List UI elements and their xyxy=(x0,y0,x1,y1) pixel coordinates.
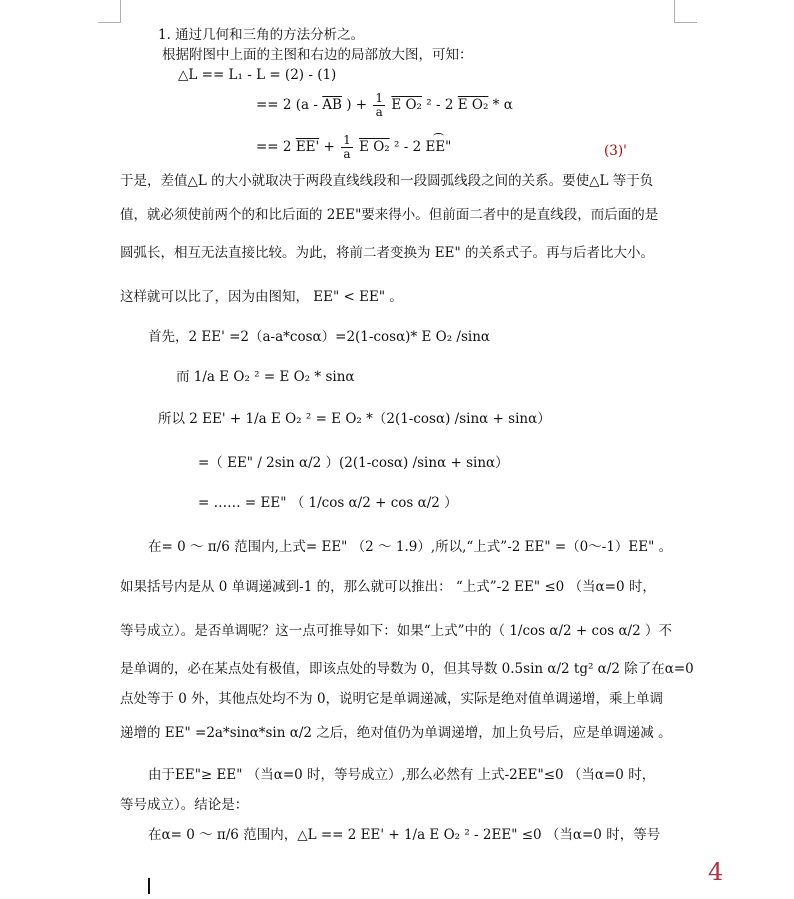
equation-1: △L == L₁ - L = (2) - (1) xyxy=(178,67,337,83)
text-cursor xyxy=(148,878,150,894)
eq3-arc: EE" xyxy=(425,139,452,155)
eq2-part-a: == 2 (a - xyxy=(256,97,318,113)
equation-2 xyxy=(256,92,513,119)
eq3-part-c: ² - 2 xyxy=(394,139,422,155)
eq2-frac-num: 1 xyxy=(375,91,384,105)
equation-3 xyxy=(256,134,451,161)
eq3-ee1: EE' xyxy=(295,139,320,155)
paragraph-2-line-6: 递增的 EE" =2a*sinα*sin α/2 之后，绝对值仍为单调递增，加上负号后，应是单调递减 。 xyxy=(120,725,672,741)
eq3-part-a: == 2 xyxy=(256,139,292,155)
eq2-eo-2: E O₂ xyxy=(457,97,489,113)
paragraph-3-line-2: 等号成立）。结论是： xyxy=(120,797,249,813)
paragraph-2-line-5: 点处等于 0 外，其他点处均不为 0，说明它是单调递减，实际是绝对值单调递增，乘上单调 xyxy=(120,691,664,707)
derivation-2: 而 1/a E O₂ ² = E O₂ * sinα xyxy=(176,369,355,385)
paragraph-1-line-2: 值，就必须使前两个的和比后面的 2EE"要来得小。但前面二者中的是直线段，而后面的是 xyxy=(120,207,659,223)
eq2-part-b: ) + xyxy=(346,97,368,113)
eq2-part-d: * α xyxy=(492,97,513,113)
page-corner-mark-left xyxy=(98,0,121,23)
intro-text: 根据附图中上面的主图和右边的局部放大图，可知： xyxy=(162,47,473,63)
derivation-4: =（ EE" / 2sin α/2 ）(2(1-cosα) /sinα + sinα） xyxy=(198,455,509,471)
eq3-frac-den: a xyxy=(343,147,351,161)
paragraph-1-line-1: 于是，差值△L 的大小就取决于两段直线线段和一段圆弧线段之间的关系。要使△L 等于负 xyxy=(120,173,654,189)
paragraph-2-line-1: 在= 0 ～ π/6 范围内,上式= EE" （2 ～ 1.9）,所以,“上式”-2 EE" =（0～-1）EE" 。 xyxy=(148,539,673,555)
paragraph-1-line-3: 圆弧长，相互无法直接比较。为此，将前二者变换为 EE" 的关系式子。再与后者比大小。 xyxy=(120,245,655,261)
paragraph-2-line-2: 如果括号内是从 0 单调递减到-1 的，那么就可以推出： “上式”-2 EE" ≤0 （当α=0 时， xyxy=(120,579,656,595)
paragraph-2-line-3: 等号成立）。是否单调呢？这一点可推导如下：如果“上式”中的（ 1/cos α/2 + cos α/2 ）不 xyxy=(120,623,672,639)
eq3-fraction xyxy=(341,134,353,161)
eq2-frac-den: a xyxy=(375,105,383,119)
eq3-eo: E O₂ xyxy=(359,139,390,155)
paragraph-1-line-4: 这样就可以比了，因为由图知， EE" < EE" 。 xyxy=(120,289,403,305)
eq3-frac-num: 1 xyxy=(343,133,351,147)
derivation-3: 所以 2 EE' + 1/a E O₂ ² = E O₂ *（2(1-cosα) /sinα + sinα） xyxy=(158,411,551,427)
eq2-ab: $\overline{AB}$ xyxy=(322,97,342,113)
eq2-eo: E O₂ xyxy=(391,97,422,113)
derivation-1: 首先，2 EE' =2（a-a*cosα）=2(1-cosα)* E O₂ /sinα xyxy=(148,329,491,345)
eq2-part-c: ² - 2 xyxy=(426,97,454,113)
eq3-part-b: + xyxy=(323,139,335,155)
page-number: 4 xyxy=(708,858,724,886)
heading: 1. 通过几何和三角的方法分析之。 xyxy=(158,27,365,43)
equation-tag: (3)' xyxy=(604,143,627,159)
paragraph-3-line-1: 由于EE"≥ EE" （当α=0 时，等号成立）,那么必然有 上式-2EE"≤0 （当α=0 时， xyxy=(148,767,656,783)
page-corner-mark-right xyxy=(674,0,697,23)
eq2-fraction xyxy=(373,92,385,119)
paragraph-2-line-4: 是单调的，必在某点处有极值，即该点处的导数为 0，但其导数 0.5sin α/2 tg² α/2 除了在α=0 xyxy=(120,661,694,677)
paragraph-3-line-3: 在α= 0 ～ π/6 范围内，△L == 2 EE' + 1/a E O₂ ² - 2EE" ≤0 （当α=0 时，等号 xyxy=(148,827,661,843)
derivation-5: = …… = EE" （ 1/cos α/2 + cos α/2 ） xyxy=(198,495,458,511)
